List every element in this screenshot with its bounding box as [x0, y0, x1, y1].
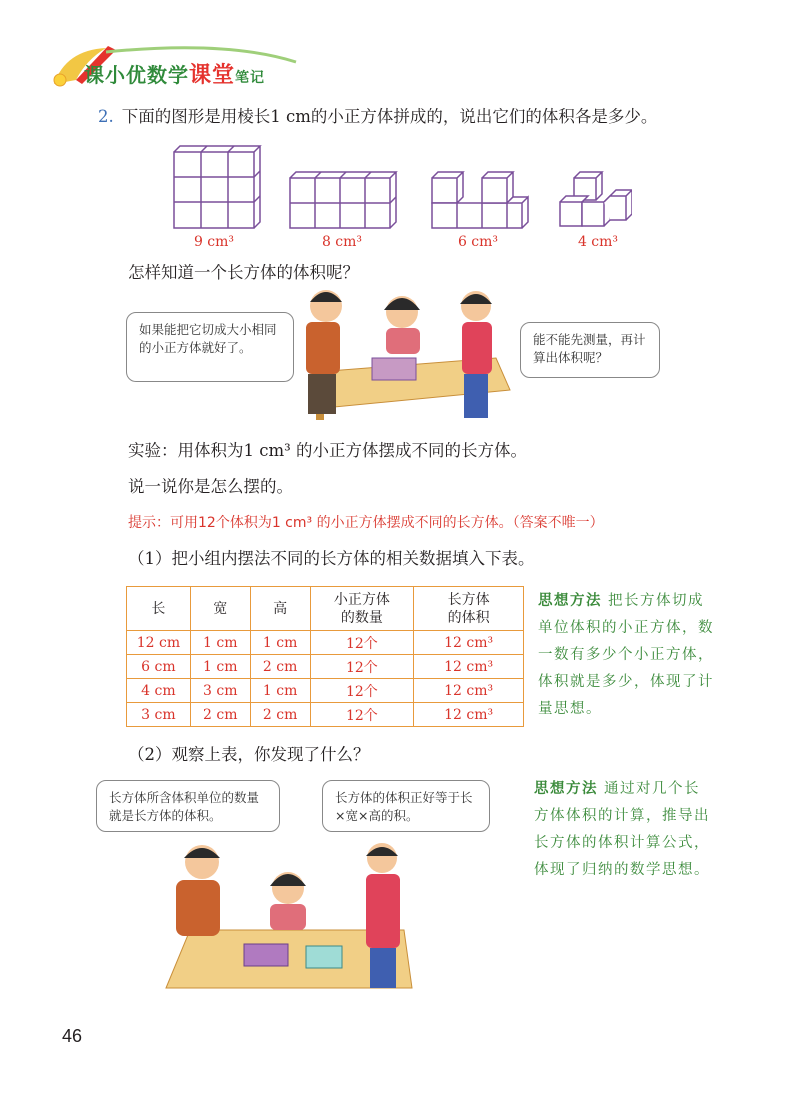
- cell-length: 12 cm: [127, 631, 191, 655]
- cell-height: 1 cm: [250, 631, 310, 655]
- cell-length: 4 cm: [127, 679, 191, 703]
- cell-volume: 12 cm³: [414, 679, 524, 703]
- cell-height: 1 cm: [250, 679, 310, 703]
- header-cube-count: 小正方体 的数量: [310, 587, 414, 631]
- side-note-2-text: 通过对几个长方体体积的计算，推导出长方体的体积计算公式，体现了归纳的数学思想。: [534, 781, 710, 878]
- question-text: 下面的图形是用棱长1 cm的小正方体拼成的，说出它们的体积各是多少。: [121, 107, 658, 126]
- logo-title-part3: 笔记: [235, 70, 266, 86]
- logo-title: [84, 58, 265, 89]
- page-number: 46: [62, 1026, 83, 1046]
- cube-label-4: 4 cm³: [577, 234, 619, 250]
- cell-width: 2 cm: [190, 703, 250, 727]
- question-number: 2.: [98, 107, 114, 126]
- table-header-row: [127, 587, 524, 631]
- logo-title-part1: 课小优数学: [84, 63, 189, 87]
- students-illustration-1: [296, 282, 518, 422]
- girl-figure-right-2: [366, 843, 400, 988]
- cube-label-2: 8 cm³: [321, 234, 363, 250]
- cell-width: 1 cm: [190, 655, 250, 679]
- side-note-1: [538, 588, 714, 723]
- cell-count: 12个: [310, 703, 414, 727]
- table-row: [127, 631, 524, 655]
- cell-volume: 12 cm³: [414, 631, 524, 655]
- speech-bubble-right-2: 长方体的体积正好等于长×宽×高的积。: [322, 780, 490, 832]
- girl-figure-right: [460, 291, 492, 418]
- cell-length: 6 cm: [127, 655, 191, 679]
- logo-title-part2: 课堂: [189, 63, 236, 88]
- cell-volume: 12 cm³: [414, 655, 524, 679]
- cell-height: 2 cm: [250, 655, 310, 679]
- header-volume: 长方体 的体积: [414, 587, 524, 631]
- data-table: [126, 586, 524, 727]
- table-row: [127, 679, 524, 703]
- side-note-2: [534, 776, 714, 884]
- cube-figure-1: [166, 144, 262, 230]
- cube-figure-3: [428, 170, 532, 230]
- cell-volume: 12 cm³: [414, 703, 524, 727]
- side-note-1-text: 把长方体切成单位体积的小正方体，数一数有多少个小正方体，体积就是多少，体现了计量思想。: [538, 593, 714, 717]
- answer-hint: 提示：可用12个体积为1 cm³ 的小正方体摆成不同的长方体。（答案不唯一）: [128, 515, 604, 531]
- table-row: [127, 703, 524, 727]
- question-2: [98, 106, 657, 128]
- cube-figure-4: [556, 164, 632, 230]
- step-1: （1）把小组内摆法不同的长方体的相关数据填入下表。: [128, 549, 535, 568]
- prompt-text: 怎样知道一个长方体的体积呢？: [128, 263, 359, 282]
- cell-length: 3 cm: [127, 703, 191, 727]
- experiment-line-2: 说一说你是怎么摆的。: [128, 477, 293, 496]
- header-height: 高: [250, 587, 310, 631]
- header-width: 宽: [190, 587, 250, 631]
- experiment-line-1: 实验：用体积为1 cm³ 的小正方体摆成不同的长方体。: [128, 441, 527, 460]
- girl-figure-center: [384, 296, 420, 354]
- side-note-1-title: 思想方法: [538, 593, 602, 609]
- side-note-2-title: 思想方法: [534, 781, 598, 797]
- girl-figure-center-2: [270, 872, 306, 930]
- cell-height: 2 cm: [250, 703, 310, 727]
- speech-bubble-left: 如果能把它切成大小相同的小正方体就好了。: [126, 312, 294, 382]
- cube-label-3: 6 cm³: [457, 234, 499, 250]
- speech-bubble-left-2: 长方体所含体积单位的数量就是长方体的体积。: [96, 780, 280, 832]
- cell-width: 1 cm: [190, 631, 250, 655]
- speech-bubble-right: 能不能先测量，再计算出体积呢？: [520, 322, 660, 378]
- header-length: 长: [127, 587, 191, 631]
- table-row: [127, 655, 524, 679]
- boy-figure-2: [176, 845, 220, 936]
- cube-figure-2: [286, 170, 398, 230]
- cell-count: 12个: [310, 631, 414, 655]
- cell-count: 12个: [310, 679, 414, 703]
- cube-label-1: 9 cm³: [193, 234, 235, 250]
- step-2: （2）观察上表，你发现了什么？: [128, 745, 370, 764]
- cell-count: 12个: [310, 655, 414, 679]
- students-illustration-2: [160, 838, 422, 994]
- cell-width: 3 cm: [190, 679, 250, 703]
